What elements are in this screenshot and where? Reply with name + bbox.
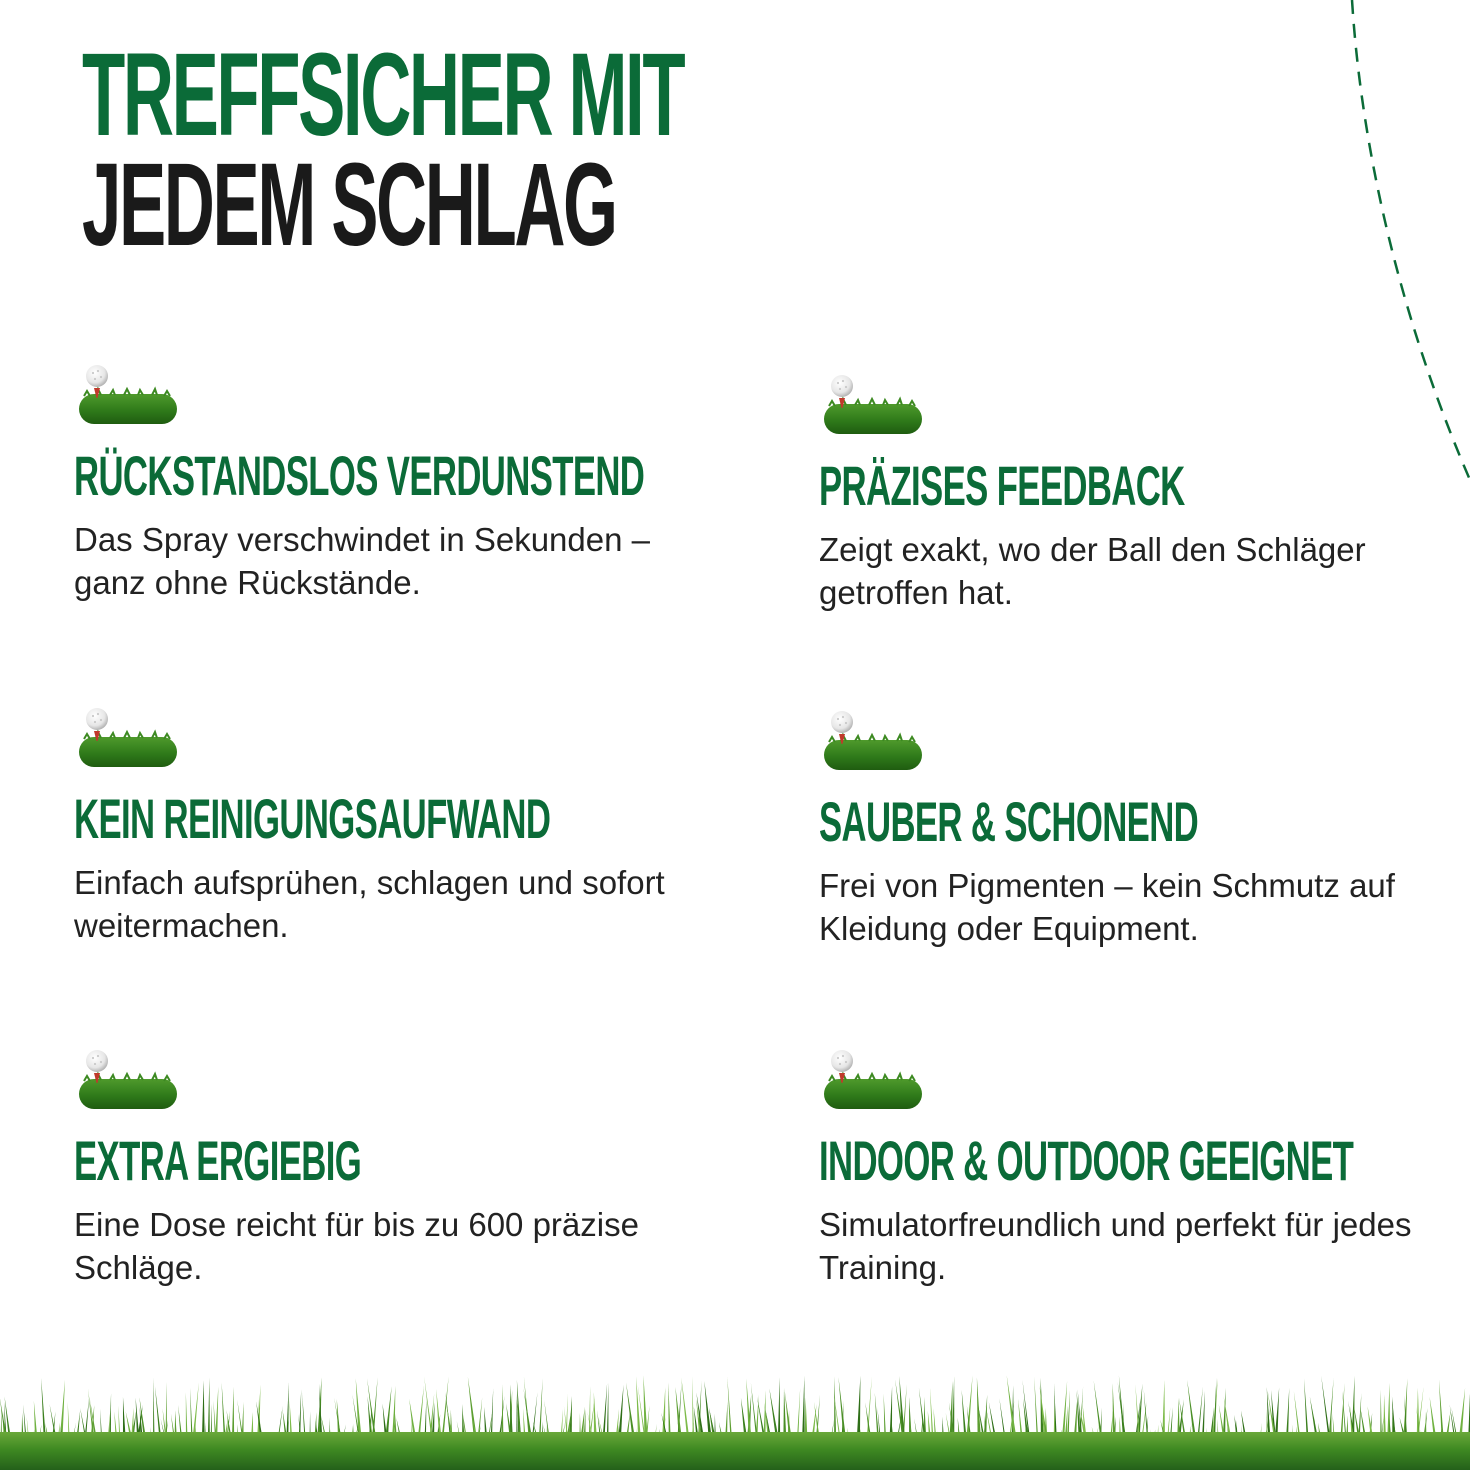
page-headline [82, 29, 1084, 271]
feature-description: Eine Dose reicht für bis zu 600 präzise Schläge. [74, 1206, 639, 1286]
feature-description: Zeigt exakt, wo der Ball den Schläger getroffen hat. [819, 531, 1366, 611]
feature-description: Das Spray verschwindet in Sekunden – ganz ohne Rückstände. [74, 521, 650, 601]
feature-title: SAUBER & SCHONEND [819, 790, 1199, 853]
feature-description: Simulatorfreundlich und perfekt für jedes Training. [819, 1206, 1412, 1286]
feature-title: PRÄZISES FEEDBACK [819, 454, 1185, 517]
feature-description: Einfach aufsprühen, schlagen und sofort weitermachen. [74, 864, 665, 944]
golf-ball-on-grass-icon [821, 368, 925, 448]
golf-ball-on-grass-icon [821, 1043, 925, 1123]
golf-ball-on-grass-icon [821, 704, 925, 784]
headline-line-dark: JEDEM SCHLAG [82, 139, 616, 271]
golf-ball-on-grass-icon [76, 358, 180, 438]
grass-strip [0, 1370, 1470, 1470]
feature-description: Frei von Pigmenten – kein Schmutz auf Kleidung oder Equipment. [819, 867, 1395, 947]
feature-title: EXTRA ERGIEBIG [74, 1129, 362, 1192]
feature-title: KEIN REINIGUNGSAUFWAND [74, 787, 551, 850]
headline-line-green: TREFFSICHER MIT [82, 29, 684, 161]
golf-ball-on-grass-icon [76, 1043, 180, 1123]
golf-ball-on-grass-icon [76, 701, 180, 781]
feature-title: INDOOR & OUTDOOR GEEIGNET [819, 1129, 1354, 1192]
feature-title: RÜCKSTANDSLOS VERDUNSTEND [74, 444, 645, 507]
